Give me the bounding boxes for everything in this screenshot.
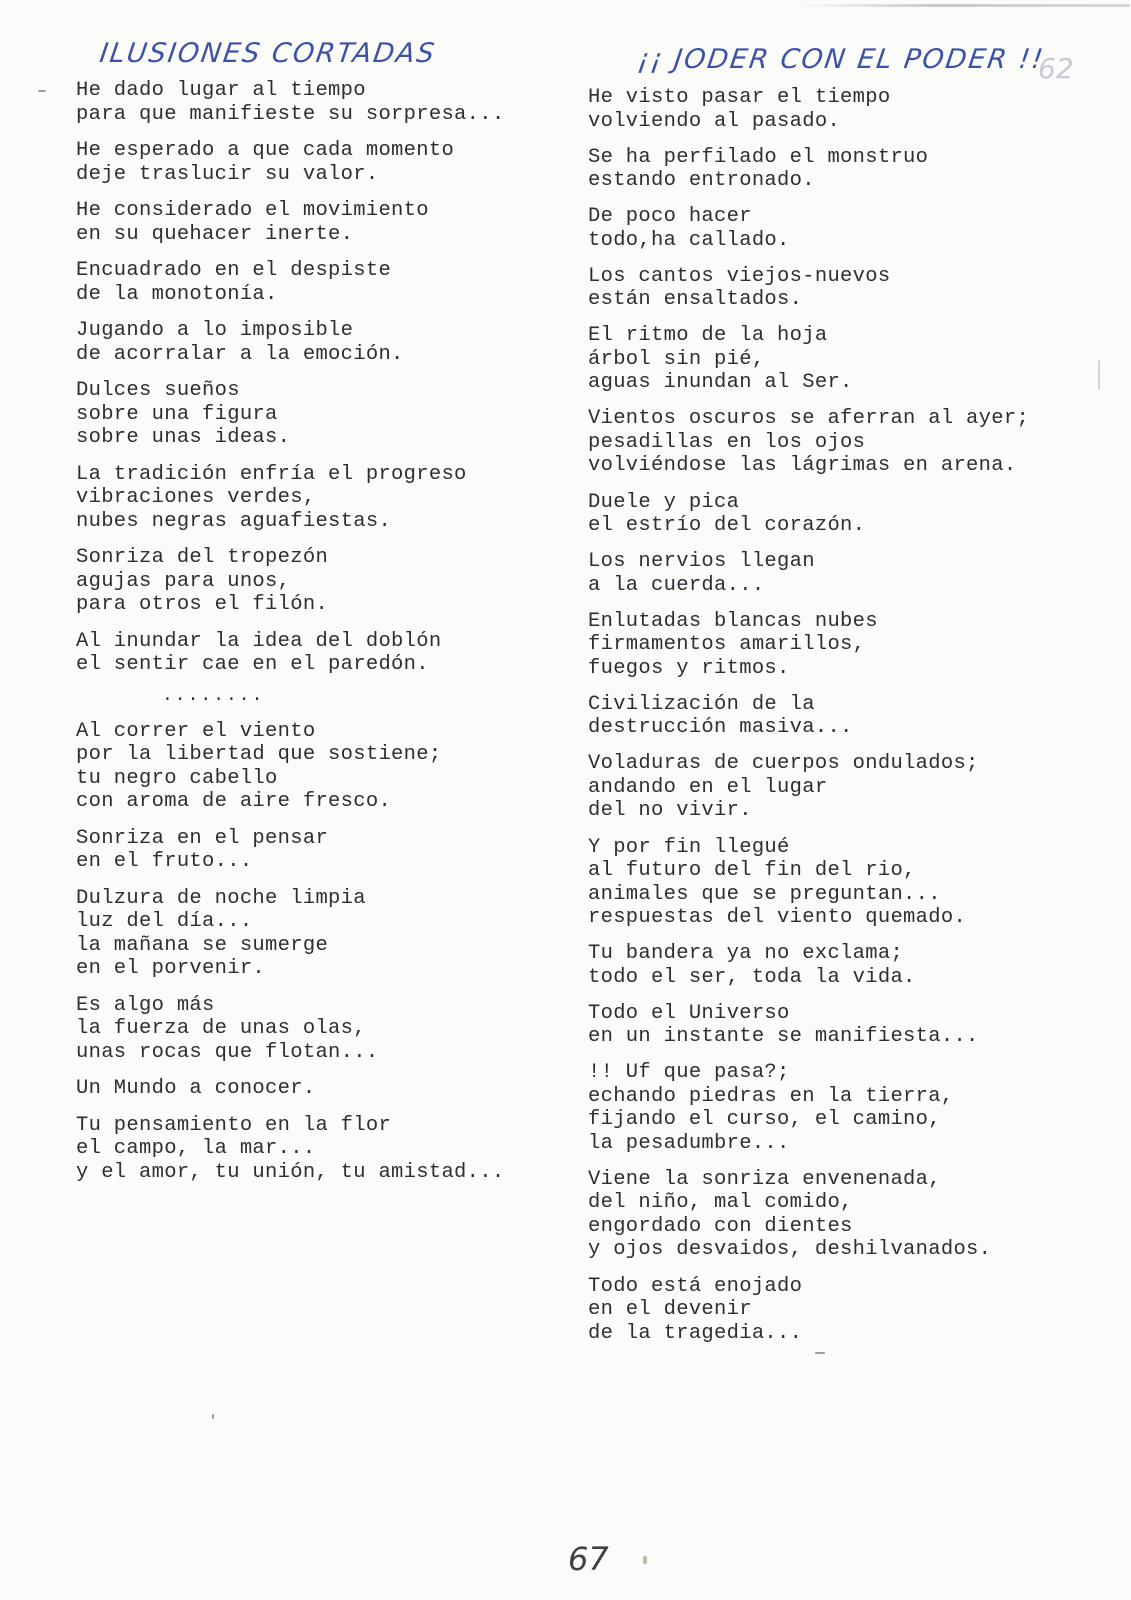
- poem-line: para que manifieste su sorpresa...: [76, 102, 505, 126]
- poem-line: para otros el filón.: [76, 593, 329, 616]
- poem-line: echando piedras en la tierra,: [588, 1084, 954, 1108]
- poem-line: de la monotonía.: [76, 282, 278, 306]
- stanza: [588, 752, 1108, 823]
- poem-line: Dulces sueños: [76, 379, 240, 402]
- poem-line: El ritmo de la hoja: [588, 324, 828, 348]
- left-poem-part-1: [76, 79, 576, 677]
- paper-speck: [1098, 360, 1100, 390]
- faint-corner-number: 62: [1038, 52, 1074, 85]
- right-poem: [588, 86, 1108, 1358]
- poem-line: He esperado a que cada momento: [76, 139, 455, 162]
- poem-line: Al inundar la idea del doblón: [76, 629, 442, 653]
- stanza: [588, 491, 1108, 538]
- poem-line: volviendo al pasado.: [588, 109, 841, 133]
- poem-line: el campo, la mar...: [76, 1137, 316, 1160]
- stanza: [76, 463, 576, 534]
- poem-line: Los cantos viejos-nuevos: [588, 264, 891, 288]
- poem-line: en el fruto...: [76, 850, 253, 873]
- stanza: [76, 720, 576, 814]
- poem-line: por la libertad que sostiene;: [76, 743, 442, 766]
- stanza: [588, 1275, 1108, 1346]
- poem-line: Todo el Universo: [588, 1001, 790, 1025]
- poem-line: Tu bandera ya no exclama;: [588, 942, 904, 966]
- poem-line: La tradición enfría el progreso: [76, 462, 467, 486]
- stanza: [588, 265, 1108, 312]
- poem-line: la mañana se sumerge: [76, 933, 329, 957]
- poem-line: aguas inundan al Ser.: [588, 371, 853, 395]
- poem-line: y ojos desvaidos, deshilvanados.: [588, 1238, 992, 1262]
- stanza: [588, 836, 1108, 930]
- poem-line: fuegos y ritmos.: [588, 656, 790, 680]
- poem-line: unas rocas que flotan...: [76, 1040, 379, 1064]
- poem-line: Dulzura de noche limpia: [76, 886, 366, 910]
- stanza: [76, 994, 576, 1065]
- poem-line: !! Uf que pasa?;: [588, 1061, 790, 1085]
- stanza: [76, 1077, 576, 1101]
- paper-speck: [38, 90, 46, 92]
- stanza: [76, 827, 576, 874]
- poem-line: nubes negras aguafiestas.: [76, 509, 392, 533]
- poem-line: del niño, mal comido,: [588, 1191, 853, 1215]
- poem-line: sobre una figura: [76, 402, 278, 426]
- poem-line: Sonriza en el pensar: [76, 826, 329, 850]
- poem-line: andando en el lugar: [588, 775, 828, 799]
- stanza: [588, 86, 1108, 133]
- poem-line: la fuerza de unas olas,: [76, 1017, 366, 1040]
- stanza: [588, 550, 1108, 597]
- poem-line: están ensaltados.: [588, 288, 803, 312]
- stanza-separator: ........: [162, 685, 265, 706]
- poem-line: animales que se preguntan...: [588, 882, 941, 906]
- page-number: 67: [568, 1540, 609, 1578]
- paper-speck: [815, 1352, 825, 1354]
- poem-line: en el porvenir.: [76, 957, 266, 980]
- stanza: [76, 379, 576, 450]
- stanza: [76, 259, 576, 306]
- poem-line: Tu pensamiento en la flor: [76, 1113, 392, 1137]
- poem-line: el sentir cae en el paredón.: [76, 653, 429, 676]
- poem-line: la pesadumbre...: [588, 1131, 790, 1155]
- poem-line: del no vivir.: [588, 799, 752, 823]
- stanza: [588, 1168, 1108, 1262]
- poem-line: Viene la sonriza envenenada,: [588, 1167, 941, 1191]
- poem-line: He visto pasar el tiempo: [588, 86, 891, 109]
- poem-line: en el devenir: [588, 1298, 752, 1321]
- poem-line: Y por fin llegué: [588, 835, 790, 859]
- stanza: [76, 887, 576, 981]
- poem-line: Vientos oscuros se aferran al ayer;: [588, 407, 1030, 431]
- poem-line: en su quehacer inerte.: [76, 222, 354, 246]
- stanza: [588, 1002, 1108, 1049]
- poem-line: a la cuerda...: [588, 573, 765, 597]
- poem-line: Se ha perfilado el monstruo: [588, 145, 929, 169]
- poem-line: Es algo más: [76, 993, 215, 1017]
- poem-line: firmamentos amarillos,: [588, 633, 866, 657]
- poem-line: fijando el curso, el camino,: [588, 1108, 941, 1132]
- stanza: [588, 324, 1108, 395]
- poem-line: Duele y pica: [588, 490, 740, 514]
- right-poem-body: [588, 86, 1108, 1345]
- poem-line: Los nervios llegan: [588, 550, 815, 574]
- stanza: [76, 319, 576, 366]
- stanza: [588, 205, 1108, 252]
- poem-line: de la tragedia...: [588, 1321, 803, 1345]
- poem-line: Sonriza del tropezón: [76, 546, 329, 569]
- right-poem-title: ¡¡ JODER CON EL PODER !!: [635, 44, 1047, 75]
- left-poem-part-2: [76, 720, 576, 1185]
- poem-line: destrucción masiva...: [588, 716, 853, 740]
- poem-line: Civilización de la: [588, 692, 815, 716]
- left-poem: [76, 79, 576, 1197]
- poem-line: volviéndose las lágrimas en arena.: [588, 454, 1017, 478]
- stanza: [76, 79, 576, 126]
- poem-line: He dado lugar al tiempo: [76, 79, 366, 102]
- top-edge-smudge: [800, 4, 1130, 7]
- poem-line: engordado con dientes: [588, 1214, 853, 1238]
- stanza: [588, 146, 1108, 193]
- paper-speck: [212, 1414, 214, 1419]
- poem-line: Jugando a lo imposible: [76, 319, 354, 342]
- stanza: [76, 199, 576, 246]
- poem-line: vibraciones verdes,: [76, 486, 316, 509]
- poem-line: respuestas del viento quemado.: [588, 906, 967, 930]
- stanza: [588, 610, 1108, 681]
- left-poem-title: ILUSIONES CORTADAS: [97, 38, 439, 69]
- poem-line: De poco hacer: [588, 205, 752, 229]
- poem-line: árbol sin pié,: [588, 347, 765, 371]
- poem-line: He considerado el movimiento: [76, 199, 429, 222]
- poem-line: Encuadrado en el despiste: [76, 259, 392, 282]
- stanza: [76, 630, 576, 677]
- stanza: [76, 546, 576, 617]
- page-number-mark: [643, 1556, 647, 1564]
- poem-line: sobre unas ideas.: [76, 426, 291, 449]
- poem-line: deje traslucir su valor.: [76, 162, 379, 186]
- stanza: [76, 139, 576, 186]
- poem-line: Al correr el viento: [76, 719, 316, 743]
- stanza: [76, 1114, 576, 1185]
- poem-line: agujas para unos,: [76, 569, 291, 593]
- poem-line: de acorralar a la emoción.: [76, 342, 404, 366]
- poem-line: Todo está enojado: [588, 1274, 803, 1298]
- poem-line: Un Mundo a conocer.: [76, 1077, 316, 1100]
- stanza: [588, 942, 1108, 989]
- poem-line: pesadillas en los ojos: [588, 430, 866, 454]
- poem-line: estando entronado.: [588, 169, 815, 193]
- poem-line: luz del día...: [76, 910, 253, 933]
- stanza: [588, 407, 1108, 478]
- poem-line: con aroma de aire fresco.: [76, 790, 392, 813]
- poem-line: todo,ha callado.: [588, 228, 790, 252]
- poem-line: y el amor, tu unión, tu amistad...: [76, 1160, 505, 1184]
- poem-line: Voladuras de cuerpos ondulados;: [588, 752, 979, 776]
- poem-line: tu negro cabello: [76, 766, 278, 790]
- poem-line: al futuro del fin del rio,: [588, 859, 916, 883]
- stanza: [588, 693, 1108, 740]
- poem-line: en un instante se manifiesta...: [588, 1025, 979, 1049]
- poem-line: todo el ser, toda la vida.: [588, 965, 916, 989]
- poem-line: Enlutadas blancas nubes: [588, 609, 878, 633]
- poem-line: el estrío del corazón.: [588, 514, 866, 538]
- stanza: [588, 1061, 1108, 1155]
